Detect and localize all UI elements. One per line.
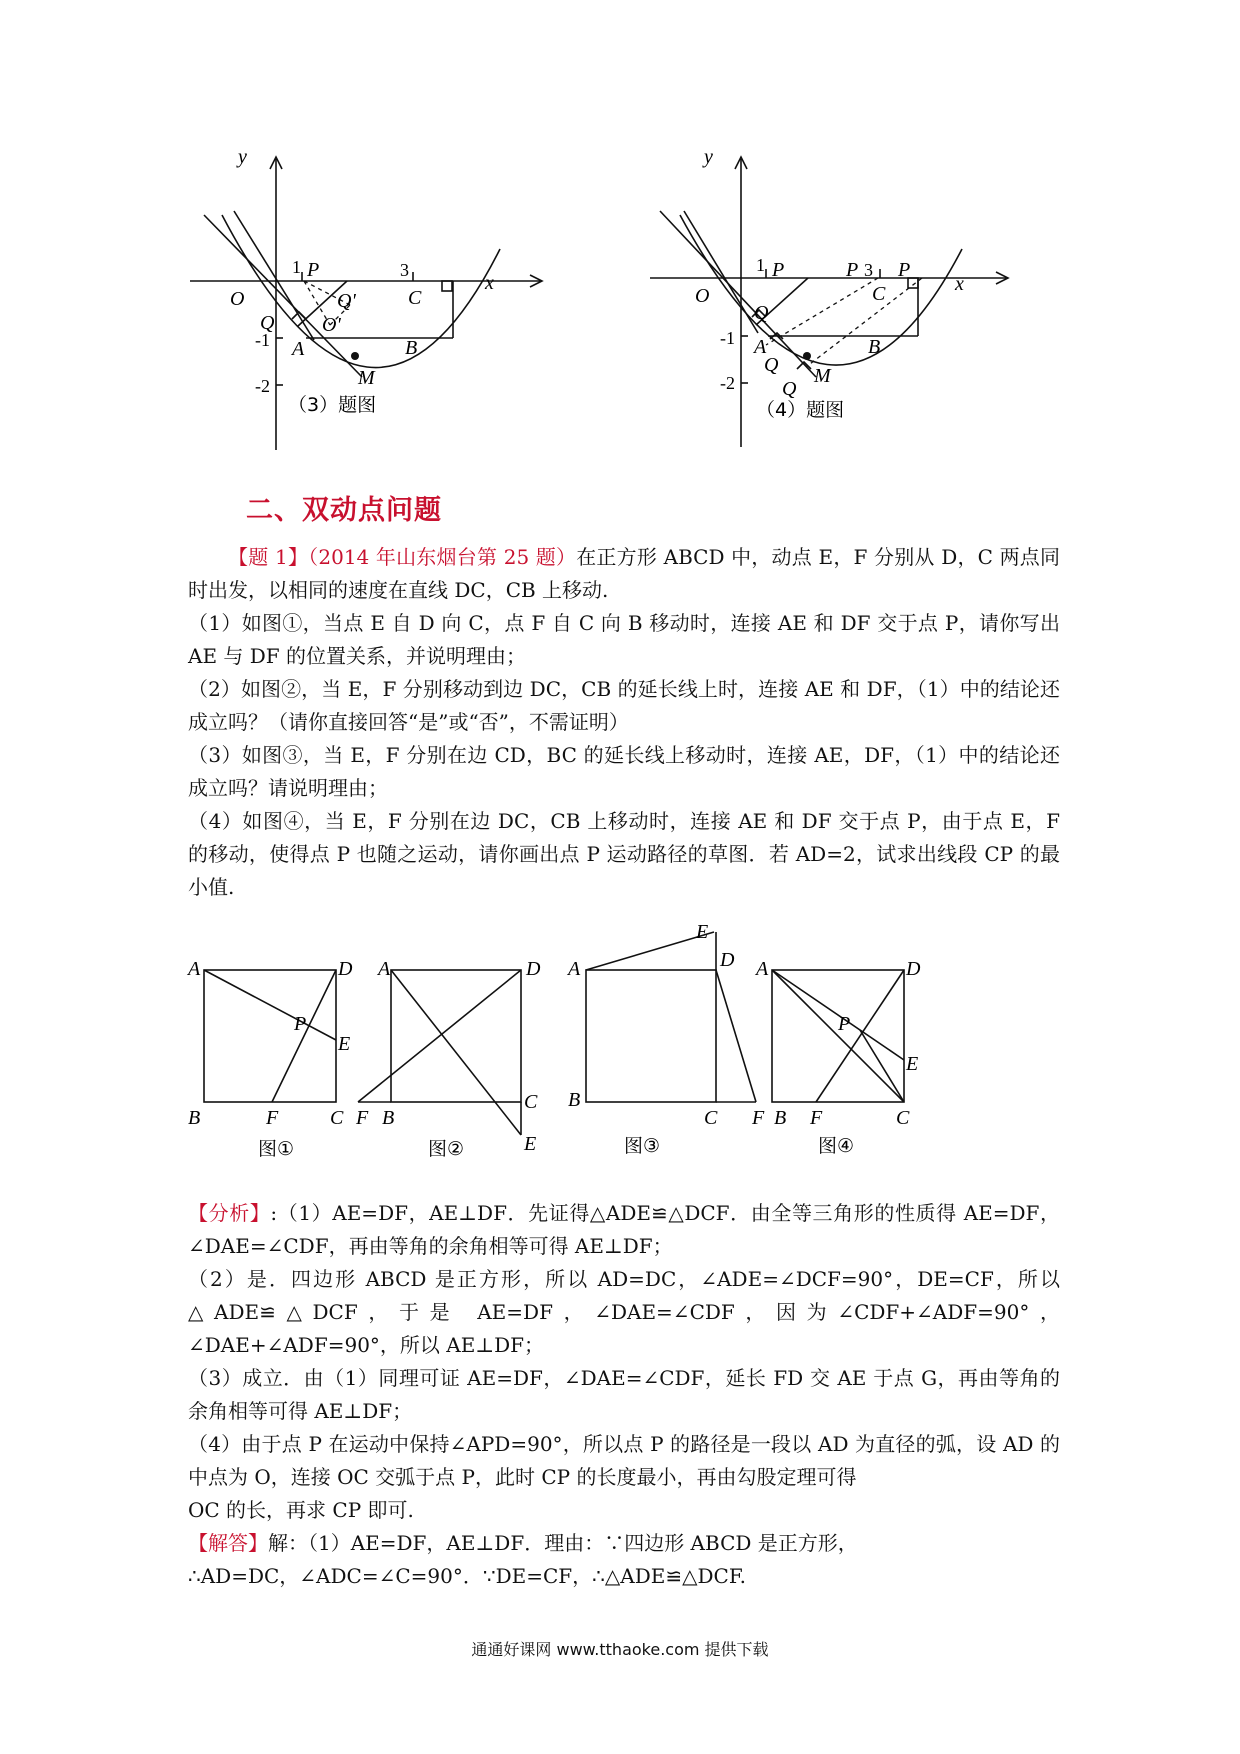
label-B: B — [405, 337, 418, 359]
label-M: M — [358, 367, 375, 389]
square-ABCD — [586, 970, 716, 1102]
problem-question-1: （1）如图①，当点 E 自 D 向 C，点 F 自 C 向 B 移动时，连接 AE 和 DF 交于点 P，请你写出 AE 与 DF 的位置关系，并说明理由； — [188, 611, 1060, 668]
label-F: F — [356, 1107, 369, 1129]
label-A: A — [568, 958, 581, 980]
segment-P-C — [860, 1030, 904, 1102]
label-C: C — [896, 1107, 910, 1129]
problem-question-2: （2）如图②，当 E，F 分别移动到边 DC，CB 的延长线上时，连接 AE 和 DF，（1）中的结论还成立吗？（请你直接回答“是”或“否”，不需证明） — [188, 677, 1060, 734]
label-M: M — [814, 365, 831, 387]
point-M — [803, 352, 811, 360]
segment-D-F — [716, 970, 756, 1102]
figure-caption: 图① — [258, 1138, 295, 1160]
solution-text-1: 解：（1）AE=DF，AE⊥DF．理由：∵四边形 ABCD 是正方形， — [268, 1531, 858, 1555]
label-A: A — [754, 336, 767, 358]
segment-D-F — [272, 970, 336, 1102]
label-A: A — [188, 958, 201, 980]
figure-3-parabola — [180, 146, 520, 475]
problem-source: （2014 年山东烟台第 25 题） — [308, 545, 577, 569]
label-C: C — [872, 283, 886, 305]
square-figure-3 — [566, 921, 776, 1180]
page-footer: 通通好课网 www.tthaoke.com 提供下载 — [471, 1640, 769, 1659]
problem-question-4: （4）如图④，当 E，F 分别在边 DC，CB 上移动时，连接 AE 和 DF 交于点 P，由于点 E，F 的移动，使得点 P 也随之运动，请你画出点 P 运动路径的草图．若 AD=2，试求出线段 CP 的最小值. — [188, 809, 1060, 899]
solution-line-1 — [188, 1527, 1060, 1560]
analysis-text-1: :（1）AE=DF，AE⊥DF．先证得△ADE≌△DCF．由全等三角形的性质得 AE=DF，∠DAE=∠CDF，再由等角的余角相等可得 AE⊥DF； — [188, 1201, 1061, 1258]
label-F: F — [810, 1107, 823, 1129]
label-D: D — [338, 958, 353, 980]
label-F: F — [266, 1107, 279, 1129]
label-P: P — [294, 1013, 307, 1035]
label-P: P — [307, 259, 320, 281]
square-figure-4 — [756, 930, 936, 1180]
label-Q-prime: Q' — [337, 290, 356, 312]
label-D: D — [526, 958, 541, 980]
label-tick-minus-1: -1 — [720, 328, 735, 348]
label-Q-3: Q — [782, 378, 797, 400]
label-P: P — [838, 1013, 851, 1035]
problem-intro — [188, 541, 1060, 607]
label-1: 1 — [756, 255, 765, 275]
label-B: B — [568, 1089, 581, 1111]
analysis-tag: 【分析】 — [188, 1201, 271, 1225]
label-y: y — [238, 146, 247, 168]
figure-caption: 图③ — [624, 1135, 661, 1157]
dashed-P3-Q3 — [806, 278, 922, 367]
label-B: B — [188, 1107, 201, 1129]
dashed-P2-Q2 — [766, 278, 878, 345]
square-ABCD — [204, 970, 336, 1102]
label-E: E — [524, 1133, 537, 1155]
label-x: x — [485, 272, 494, 294]
solution-line-2: ∴AD=DC，∠ADC=∠C=90°．∵DE=CF，∴△ADE≌△DCF. — [188, 1564, 746, 1588]
right-angle-mark-Q3 — [797, 362, 811, 369]
figure-caption: （3）题图 — [288, 394, 377, 416]
right-angle-mark-C — [442, 281, 452, 291]
section-title: 二、双动点问题 — [246, 495, 442, 526]
label-tick-minus-1: -1 — [255, 330, 270, 350]
label-B: B — [868, 336, 881, 358]
label-tick-minus-2: -2 — [720, 373, 735, 393]
square-ABCD — [391, 970, 521, 1102]
label-C: C — [330, 1107, 344, 1129]
segment-A-E — [204, 970, 336, 1040]
label-P-2: P — [846, 259, 859, 281]
figure-caption: 图④ — [818, 1135, 855, 1157]
label-O-prime: O' — [322, 314, 341, 336]
line-through-origin-1 — [660, 211, 816, 377]
label-E: E — [338, 1033, 351, 1055]
label-F: F — [752, 1107, 765, 1129]
problem-tag: 【题 1】 — [228, 545, 309, 569]
figure-4-parabola — [640, 146, 990, 475]
label-x: x — [955, 273, 964, 295]
label-P-3: P — [898, 259, 911, 281]
point-M — [351, 352, 359, 360]
label-A: A — [378, 958, 391, 980]
label-tick-minus-2: -2 — [255, 376, 270, 396]
segment-A-C — [772, 970, 904, 1102]
label-D: D — [720, 949, 735, 971]
analysis-paragraph-4: （4）由于点 P 在运动中保持∠APD=90°，所以点 P 的路径是一段以 AD 为直径的弧，设 AD 的中点为 O，连接 OC 交弧于点 P，此时 CP 的长度最小，再由勾股定理可得 — [188, 1432, 1060, 1489]
label-Q-2: Q — [764, 354, 779, 376]
label-C: C — [408, 287, 422, 309]
label-A: A — [292, 338, 305, 360]
label-1: 1 — [292, 257, 301, 277]
label-3: 3 — [400, 260, 409, 280]
label-C: C — [704, 1107, 718, 1129]
square-figure-1 — [188, 930, 368, 1180]
segment-D-F — [358, 970, 521, 1102]
analysis-paragraph-1 — [188, 1197, 1060, 1263]
square-figure-2 — [356, 930, 566, 1180]
segment-D-F — [816, 970, 904, 1102]
analysis-paragraph-3: （3）成立．由（1）同理可证 AE=DF，∠DAE=∠CDF，延长 FD 交 AE 于点 G，再由等角的余角相等可得 AE⊥DF； — [188, 1366, 1060, 1423]
label-D: D — [906, 958, 921, 980]
label-E: E — [696, 921, 709, 943]
analysis-paragraph-4-end: OC 的长，再求 CP 即可. — [188, 1498, 414, 1522]
label-3: 3 — [864, 260, 873, 280]
solution-tag: 【解答】 — [188, 1531, 268, 1555]
problem-intro-text: 在正方形 ABCD 中，动点 E，F 分别从 D，C 两点同时出发，以相同的速度在直线 DC，CB 上移动. — [188, 545, 1060, 602]
label-Q: Q — [260, 312, 275, 334]
label-B: B — [382, 1107, 395, 1129]
problem-question-3: （3）如图③，当 E，F 分别在边 CD，BC 的延长线上移动时，连接 AE，DF，（1）中的结论还成立吗？请说明理由； — [188, 743, 1060, 800]
label-O: O — [695, 285, 710, 307]
figure-caption: （4）题图 — [756, 399, 845, 421]
label-B: B — [774, 1107, 787, 1129]
label-A: A — [756, 958, 769, 980]
analysis-paragraph-2: （2）是．四边形 ABCD 是正方形，所以 AD=DC，∠ADE=∠DCF=90°，DE=CF，所以△ADE≌△DCF，于是 AE=DF，∠DAE=∠CDF，因为∠CDF+∠ADF=90°，∠DAE+∠ADF=90°，所以 AE⊥DF； — [188, 1267, 1060, 1357]
label-C: C — [524, 1091, 538, 1113]
figure-caption: 图② — [428, 1138, 465, 1160]
label-Q-1: Q — [754, 302, 769, 324]
segment-A-E — [391, 970, 521, 1135]
label-P-1: P — [772, 259, 785, 281]
label-E: E — [906, 1053, 919, 1075]
segment-A-E — [586, 932, 714, 970]
label-O: O — [230, 288, 245, 310]
line-through-origin-2 — [684, 211, 758, 333]
label-y: y — [704, 146, 713, 168]
